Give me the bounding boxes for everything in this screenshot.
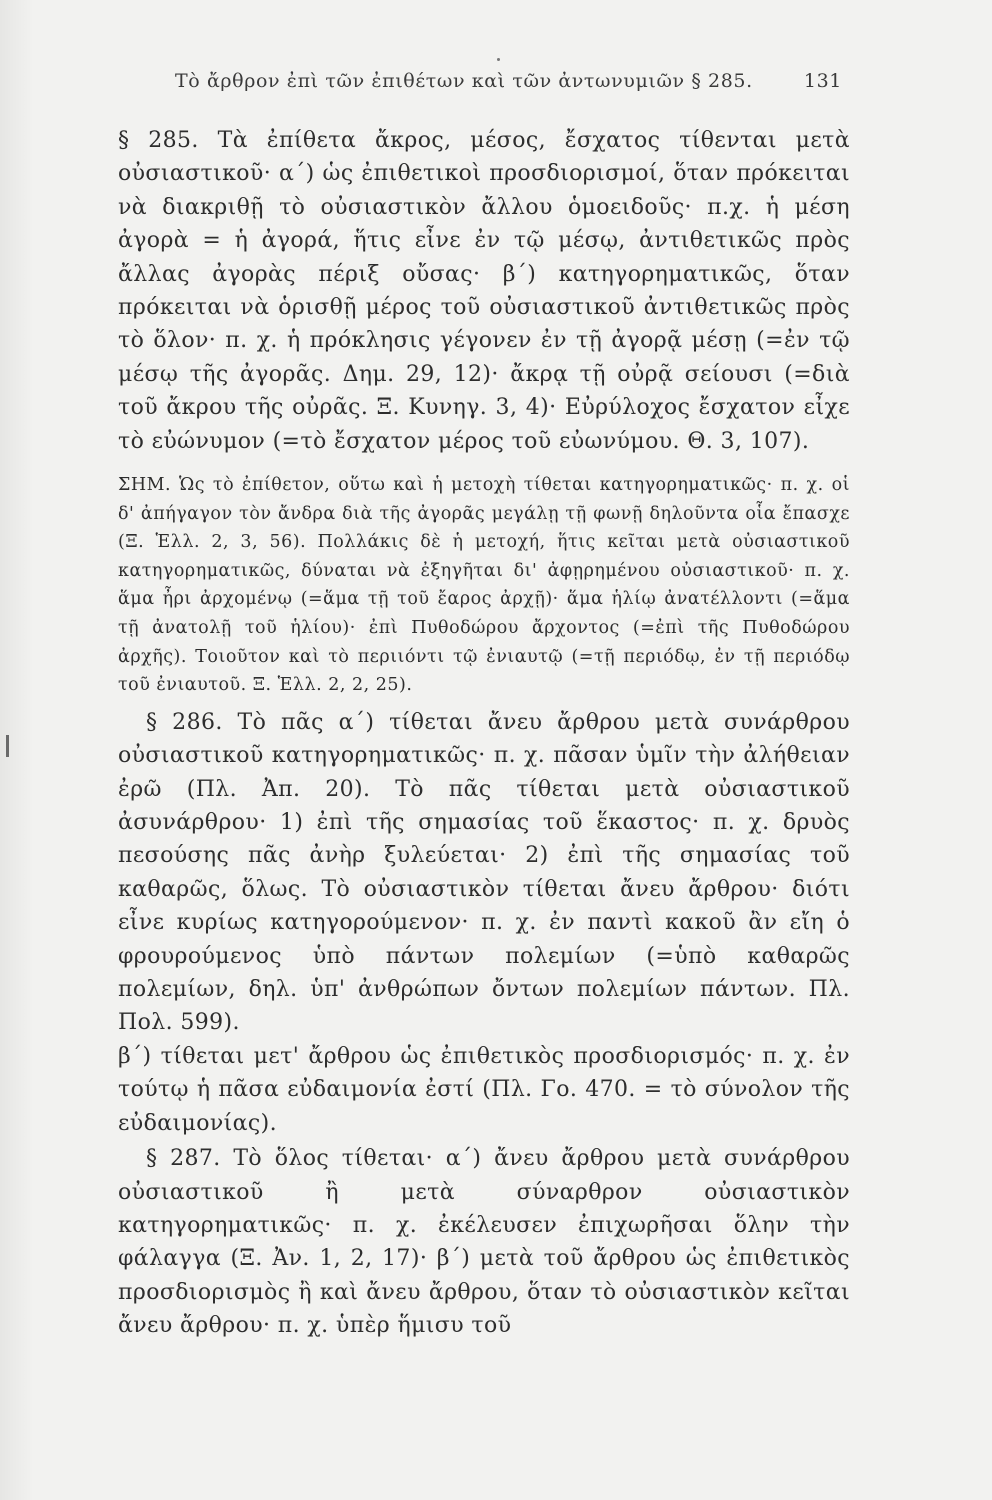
margin-mark — [6, 735, 9, 757]
section-287-paragraph: § 287. Τὸ ὅλος τίθεται· α΄) ἄνευ ἄρθρου μετὰ συνάρθρου οὐσιαστικοῦ ἢ μετὰ σύναρθρον οὐσιαστικὸν κατηγορηματικῶς· π. χ. ἐκέλευσεν ἐπιχωρῆσαι ὅλην τὴν φάλαγγα (Ξ. Ἀν. 1, 2, 17)· β΄) μετὰ τοῦ ἄρθρου ὡς ἐπιθετικὸς προσδιορισμὸς ἢ καὶ ἄνευ ἄρθρου, ὅταν τὸ οὐσιαστικὸν κεῖται ἄνευ ἄρθρου· π. χ. ὑπὲρ ἥμισυ τοῦ — [118, 1146, 850, 1339]
section-285-paragraph: § 285. Τὰ ἐπίθετα ἄκρος, μέσος, ἔσχατος τίθενται μετὰ οὐσιαστικοῦ· α΄) ὡς ἐπιθετικοὶ προσδιορισμοί, ὅταν πρόκειται νὰ διακριθῇ τὸ οὐσιαστικὸν ἄλλου ὁμοειδοῦς· π.χ. ἡ μέση ἀγορὰ = ἡ ἀγορά, ἥτις εἶνε ἐν τῷ μέσῳ, ἀντιθετικῶς πρὸς ἄλλας ἀγορὰς πέριξ οὔσας· β΄) κατηγορηματικῶς, ὅταν πρόκειται νὰ ὁρισθῇ μέρος τοῦ οὐσιαστικοῦ ἀντιθετικῶς πρὸς τὸ ὅλον· π. χ. ἡ πρόκλησις γέγονεν ἐν τῇ ἀγορᾷ μέσῃ (=ἐν τῷ μέσῳ τῆς ἀγορᾶς. Δημ. 29, 12)· ἄκρᾳ τῇ οὐρᾷ σείουσι (=διὰ τοῦ ἄκρου τῆς οὐρᾶς. Ξ. Κυνηγ. 3, 4)· Εὐρύλοχος ἔσχατον εἶχε τὸ εὐώνυμον (=τὸ ἔσχατον μέρος τοῦ εὐωνύμου. Θ. 3, 107). — [118, 128, 850, 454]
ink-speck — [497, 58, 500, 61]
running-head-title: Τὸ ἄρθρον ἐπὶ τῶν ἐπιθέτων καὶ τῶν ἀντωνυμιῶν § 285. — [175, 70, 753, 92]
running-head — [175, 70, 850, 102]
page-number: 131 — [803, 70, 842, 92]
note-paragraph: ΣΗΜ. Ὡς τὸ ἐπίθετον, οὕτω καὶ ἡ μετοχὴ τίθεται κατηγορηματικῶς· π. χ. οἱ δ' ἀπήγαγον τὸν ἄνδρα διὰ τῆς ἀγορᾶς μεγάλῃ τῇ φωνῇ δηλοῦντα οἷα ἔπασχε (Ξ. Ἑλλ. 2, 3, 56). Πολλάκις δὲ ἡ μετοχή, ἥτις κεῖται μετὰ οὐσιαστικοῦ κατηγορηματικῶς, δύναται νὰ ἐξηγῆται δι' ἀφῃρημένου οὐσιαστικοῦ· π. χ. ἅμα ἦρι ἀρχομένῳ (=ἅμα τῇ τοῦ ἔαρος ἀρχῇ)· ἅμα ἡλίῳ ἀνατέλλοντι (=ἅμα τῇ ἀνατολῇ τοῦ ἡλίου)· ἐπὶ Πυθοδώρου ἄρχοντος (=ἐπὶ τῆς Πυθοδώρου ἀρχῆς). Τοιοῦτον καὶ τὸ περιιόντι τῷ ἐνιαυτῷ (=τῇ περιόδῳ, ἐν τῇ περιόδῳ τοῦ ἐνιαυτοῦ. Ξ. Ἑλλ. 2, 2, 25). — [118, 475, 850, 696]
body-text — [118, 124, 850, 1343]
section-286-b-paragraph: β΄) τίθεται μετ' ἄρθρου ὡς ἐπιθετικὸς προσδιορισμός· π. χ. ἐν τούτῳ ἡ πᾶσα εὐδαιμονία ἐστί (Πλ. Γο. 470. = τὸ σύνολον τῆς εὐδαιμονίας). — [118, 1043, 850, 1136]
section-286-paragraph: § 286. Τὸ πᾶς α΄) τίθεται ἄνευ ἄρθρου μετὰ συνάρθρου οὐσιαστικοῦ κατηγορηματικῶς· π. χ. πᾶσαν ὑμῖν τὴν ἀλήθειαν ἐρῶ (Πλ. Ἀπ. 20). Τὸ πᾶς τίθεται μετὰ οὐσιαστικοῦ ἀσυνάρθρου· 1) ἐπὶ τῆς σημασίας τοῦ ἕκαστος· π. χ. δρυὸς πεσούσης πᾶς ἀνὴρ ξυλεύεται· 2) ἐπὶ τῆς σημασίας τοῦ καθαρῶς, ὅλως. Τὸ οὐσιαστικὸν τίθεται ἄνευ ἄρθρου· διότι εἶνε κυρίως κατηγορούμενον· π. χ. ἐν παντὶ κακοῦ ἂν εἴη ὁ φρουρούμενος ὑπὸ πάντων πολεμίων (=ὑπὸ καθαρῶς πολεμίων, δηλ. ὑπ' ἀνθρώπων ὄντων πολεμίων πάντων. Πλ. Πολ. 599). — [118, 709, 850, 1036]
